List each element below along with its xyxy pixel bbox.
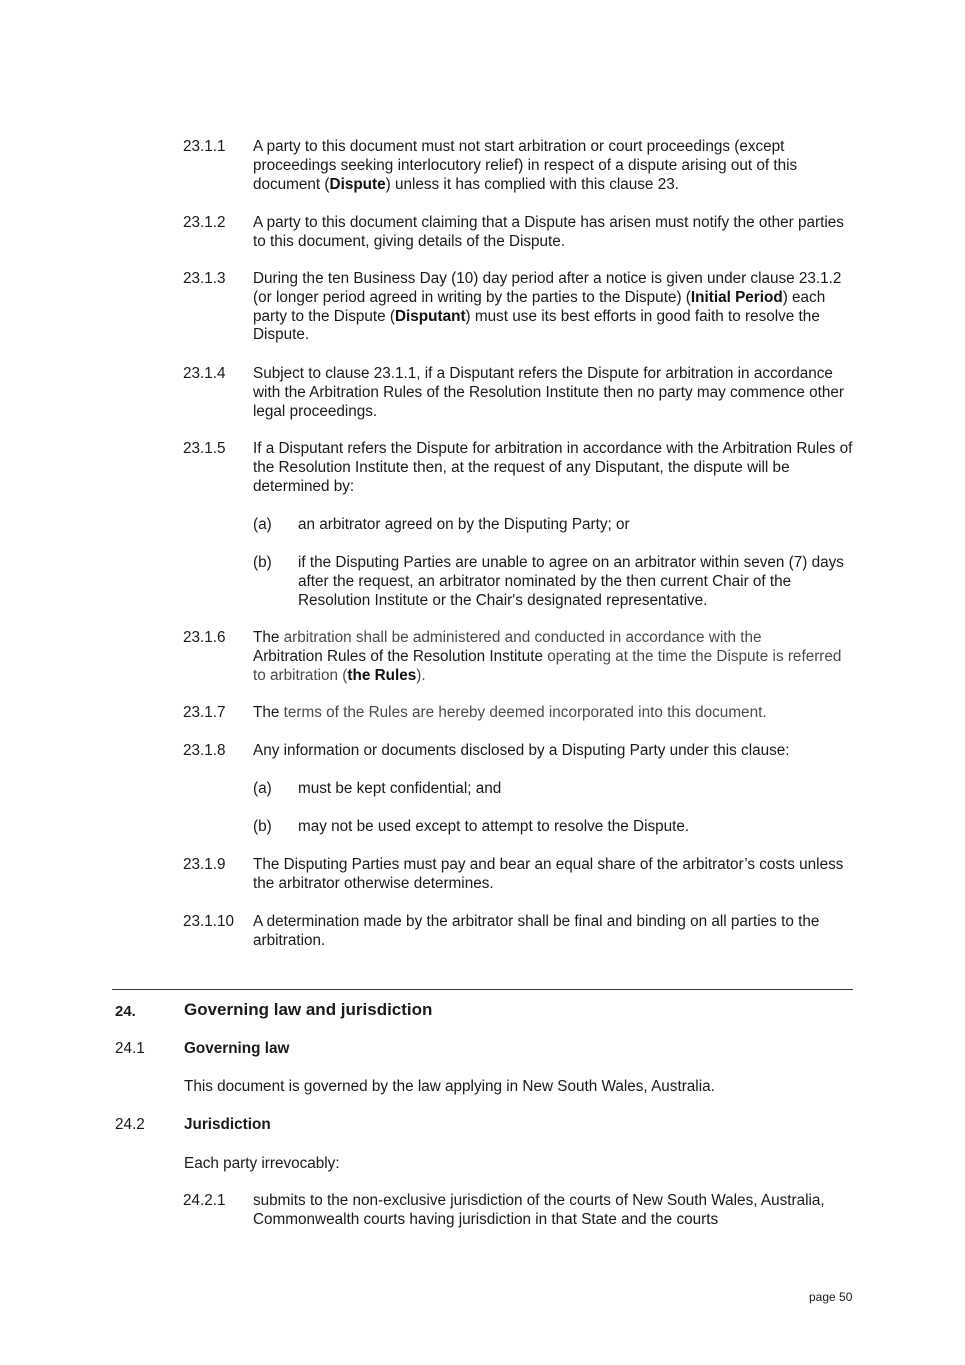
subclause-letter: (b): [253, 818, 272, 835]
subclause-23-1-8-a: [253, 780, 853, 799]
clause-number: 23.1.1: [183, 138, 226, 155]
clause-23-1-3: [183, 270, 853, 345]
clause-number: 24.2.1: [183, 1192, 226, 1209]
clause-number: 23.1.8: [183, 742, 226, 759]
clause-text: submits to the non-exclusive jurisdiction of the courts of New South Wales, Australia, Commonwealth courts having jurisdiction in that State and the courts: [253, 1192, 825, 1228]
clause-number: 23.1.2: [183, 214, 226, 231]
defined-term: Initial Period: [690, 288, 783, 306]
subclause-letter: (a): [253, 780, 272, 797]
clause-text: The arbitration shall be administered and conducted in accordance with the Arbitration Rules of the Resolution Institute operating at the time the Dispute is referred to arbitration (the Rules).: [253, 629, 842, 684]
clause-text: A determination made by the arbitrator shall be final and binding on all parties to the arbitration.: [253, 913, 820, 949]
section-title: Governing law and jurisdiction: [184, 1000, 433, 1019]
clause-23-1-6: [183, 629, 853, 685]
clause-23-1-9: [183, 856, 853, 894]
subclause-text: must be kept confidential; and: [298, 780, 502, 797]
clause-23-1-7: [183, 704, 853, 723]
clause-number: 23.1.4: [183, 365, 226, 382]
subclause-text: an arbitrator agreed on by the Disputing Party; or: [298, 516, 630, 533]
clause-23-1-1: [183, 138, 853, 194]
clause-23-1-8: [183, 742, 853, 761]
clause-23-1-5: [183, 440, 853, 496]
clause-number: 23.1.9: [183, 856, 226, 873]
defined-term: Disputant: [395, 307, 466, 325]
defined-term: the Rules: [347, 666, 417, 684]
subclause-23-1-5-a: [253, 516, 853, 535]
clause-number: 23.1.10: [183, 913, 235, 930]
subsection-title: Governing law: [184, 1040, 290, 1057]
subclause-text: if the Disputing Parties are unable to agree on an arbitrator within seven (7) days after the request, an arbitrator nominated by the then current Chair of the Resolution Institute or the Chair's designated representative.: [298, 554, 844, 609]
subsection-number: 24.1: [115, 1040, 145, 1057]
clause-text: A party to this document claiming that a Dispute has arisen must notify the other parties to this document, giving details of the Dispute.: [253, 214, 844, 250]
section-number: 24.: [115, 1003, 136, 1020]
governing-law-text: This document is governed by the law applying in New South Wales, Australia.: [184, 1078, 715, 1095]
clause-number: 23.1.6: [183, 629, 226, 646]
clause-23-1-10: [183, 913, 853, 951]
subclause-letter: (a): [253, 516, 272, 533]
clause-number: 23.1.5: [183, 440, 226, 457]
clause-number: 23.1.7: [183, 704, 226, 721]
section-divider: [112, 989, 853, 990]
clause-23-1-2: [183, 214, 853, 252]
defined-term: Dispute: [329, 175, 386, 193]
subclause-23-1-5-b: [253, 554, 853, 610]
subsection-title: Jurisdiction: [184, 1116, 271, 1133]
subclause-letter: (b): [253, 554, 272, 571]
clause-text: Subject to clause 23.1.1, if a Disputant refers the Dispute for arbitration in accordance with the Arbitration Rules of the Resolution Institute then no party may commence other legal proceedings.: [253, 365, 844, 420]
clause-text: If a Disputant refers the Dispute for arbitration in accordance with the Arbitration Rules of the Resolution Institute then, at the request of any Disputant, the dispute will be determined by:: [253, 440, 853, 495]
clause-text: Any information or documents disclosed by a Disputing Party under this clause:: [253, 742, 790, 759]
jurisdiction-intro-text: Each party irrevocably:: [184, 1155, 340, 1172]
clause-text: The Disputing Parties must pay and bear an equal share of the arbitrator’s costs unless the arbitrator otherwise determines.: [253, 856, 844, 892]
clause-text: The terms of the Rules are hereby deemed incorporated into this document.: [253, 704, 767, 721]
page-number: page 50: [809, 1290, 853, 1304]
subclause-23-1-8-b: [253, 818, 853, 837]
subclause-text: may not be used except to attempt to resolve the Dispute.: [298, 818, 690, 835]
clause-text: A party to this document must not start arbitration or court proceedings (except proceedings seeking interlocutory relief) in respect of a dispute arising out of this document (Dispute) unless it has complied with this clause 23.: [253, 138, 798, 193]
clause-number: 23.1.3: [183, 270, 226, 287]
clause-23-1-4: [183, 365, 853, 421]
subsection-number: 24.2: [115, 1116, 145, 1133]
clause-24-2-1: [183, 1192, 853, 1230]
clause-text: During the ten Business Day (10) day period after a notice is given under clause 23.1.2 (or longer period agreed in writing by the parties to the Dispute) (Initial Period) each party to the Dispute (Disputant) must use its best efforts in good faith to resolve the Dispute.: [253, 270, 842, 344]
